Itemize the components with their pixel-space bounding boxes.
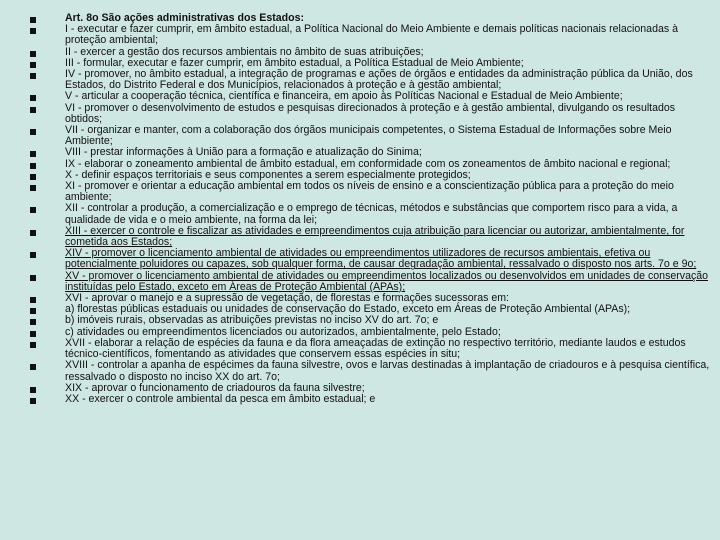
bullet-icon — [30, 297, 36, 303]
bullet-icon — [30, 129, 36, 135]
list-item — [0, 181, 720, 203]
bullet-icon — [30, 185, 36, 191]
list-item — [0, 125, 720, 147]
list-item-text: XIV - promover o licenciamento ambiental de atividades ou empreendimentos utilizadores de recursos ambientais, efetiva ou potencialmente poluidores ou capazes, sob qualquer forma, de causar degradação ambiental, ressalvado o disposto nos arts. 7o e 9o; — [65, 247, 697, 271]
list-item-text: XI - promover e orientar a educação ambiental em todos os níveis de ensino e a conscientização pública para a proteção do meio ambiente; — [65, 180, 674, 204]
bullet-icon — [30, 387, 36, 393]
bullet-icon — [30, 252, 36, 258]
list-item-text: VII - organizar e manter, com a colaboração dos órgãos municipais competentes, o Sistema Estadual de Informações sobre Meio Ambiente; — [65, 124, 672, 148]
bullet-icon — [30, 275, 36, 281]
list-item-text: XX - exercer o controle ambiental da pesca em âmbito estadual; e — [65, 392, 376, 405]
bullet-icon — [30, 207, 36, 213]
bullet-icon — [30, 151, 36, 157]
list-item — [0, 360, 720, 382]
list-item-text: XVII - elaborar a relação de espécies da fauna e da flora ameaçadas de extinção no respectivo território, mediante laudos e estudos técnico-científicos, fomentando as atividades que conservem essas espécies in situ; — [65, 336, 686, 361]
list-item-text: IV - promover, no âmbito estadual, a integração de programas e ações de órgãos e entidades da administração pública da União, dos Estados, do Distrito Federal e dos Municípios, relacionados à proteção e à gestão ambiental; — [65, 68, 693, 92]
list-item — [0, 24, 720, 46]
bullet-icon — [30, 73, 36, 79]
bullet-icon — [30, 342, 36, 348]
list-item-text: X - definir espaços territoriais e seus componentes a serem especialmente protegidos; — [65, 168, 471, 181]
list-item — [0, 394, 720, 405]
list-item-text: XIII - exercer o controle e fiscalizar as atividades e empreendimentos cuja atribuição para licenciar ou autorizar, ambientalmente, for cometida aos Estados; — [65, 224, 685, 249]
list-item-text: a) florestas públicas estaduais ou unidades de conservação do Estado, exceto em Áreas de Proteção Ambiental (APAs); — [65, 303, 631, 316]
bullet-icon — [30, 398, 36, 404]
list-item — [0, 203, 720, 225]
list-item-text: XII - controlar a produção, a comercialização e o emprego de técnicas, métodos e substâncias que comportem risco para a vida, a qualidade de vida e o meio ambiente, na forma da lei; — [65, 202, 678, 226]
list-item — [0, 271, 720, 293]
list-item — [0, 226, 720, 248]
bullet-icon — [30, 51, 36, 57]
bullet-icon — [30, 163, 36, 169]
bullet-icon — [30, 319, 36, 325]
list-item-text: I - executar e fazer cumprir, em âmbito estadual, a Política Nacional do Meio Ambiente e demais políticas nacionais relacionadas à proteção ambiental; — [65, 23, 678, 47]
list-item-text: Art. 8o São ações administrativas dos Estados: — [65, 12, 305, 24]
list-item-text: b) imóveis rurais, observadas as atribuições previstas no inciso XV do art. 7o; e — [65, 314, 439, 327]
list-item-text: III - formular, executar e fazer cumprir, em âmbito estadual, a Política Estadual de Meio Ambiente; — [65, 56, 524, 69]
list-item — [0, 69, 720, 91]
bullet-icon — [30, 308, 36, 314]
list-item-text: c) atividades ou empreendimentos licenciados ou autorizados, ambientalmente, pelo Estado; — [65, 325, 501, 338]
list-item-text: VI - promover o desenvolvimento de estudos e pesquisas direcionados à proteção e à gestão ambiental, divulgando os resultados obtidos; — [65, 101, 676, 125]
list-item — [0, 103, 720, 125]
bullet-icon — [30, 364, 36, 370]
list-item — [0, 338, 720, 360]
bullet-icon — [30, 174, 36, 180]
list-item-text: XVI - aprovar o manejo e a supressão de vegetação, de florestas e formações sucessoras em: — [65, 292, 509, 305]
bullet-icon — [30, 331, 36, 337]
list-item-text: V - articular a cooperação técnica, científica e financeira, em apoio às Políticas Nacional e Estadual de Meio Ambiente; — [65, 90, 623, 103]
bullet-icon — [30, 17, 36, 23]
bullet-icon — [30, 28, 36, 34]
list-item-text: IX - elaborar o zoneamento ambiental de âmbito estadual, em conformidade com os zoneamentos de âmbito nacional e regional; — [65, 157, 671, 170]
bullet-icon — [30, 95, 36, 101]
bullet-icon — [30, 230, 36, 236]
list-item-text: VIII - prestar informações à União para a formação e atualização do Sinima; — [65, 146, 422, 159]
list-item-text: II - exercer a gestão dos recursos ambientais no âmbito de suas atribuições; — [65, 45, 424, 58]
bullet-icon — [30, 62, 36, 68]
bullet-icon — [30, 107, 36, 113]
list-item-text: XV - promover o licenciamento ambiental de atividades ou empreendimentos localizados ou desenvolvidos em unidades de conservação instituídas pelo Estado, exceto em Áreas de Proteção Ambiental (APAs); — [65, 269, 709, 293]
list-item-text: XVIII - controlar a apanha de espécimes da fauna silvestre, ovos e larvas destinadas à implantação de criadouros e à pesquisa científica, ressalvado o disposto no inciso XX do art. 7o; — [65, 359, 710, 383]
list-item-text: XIX - aprovar o funcionamento de criadouros da fauna silvestre; — [65, 381, 365, 394]
list-item — [0, 248, 720, 270]
